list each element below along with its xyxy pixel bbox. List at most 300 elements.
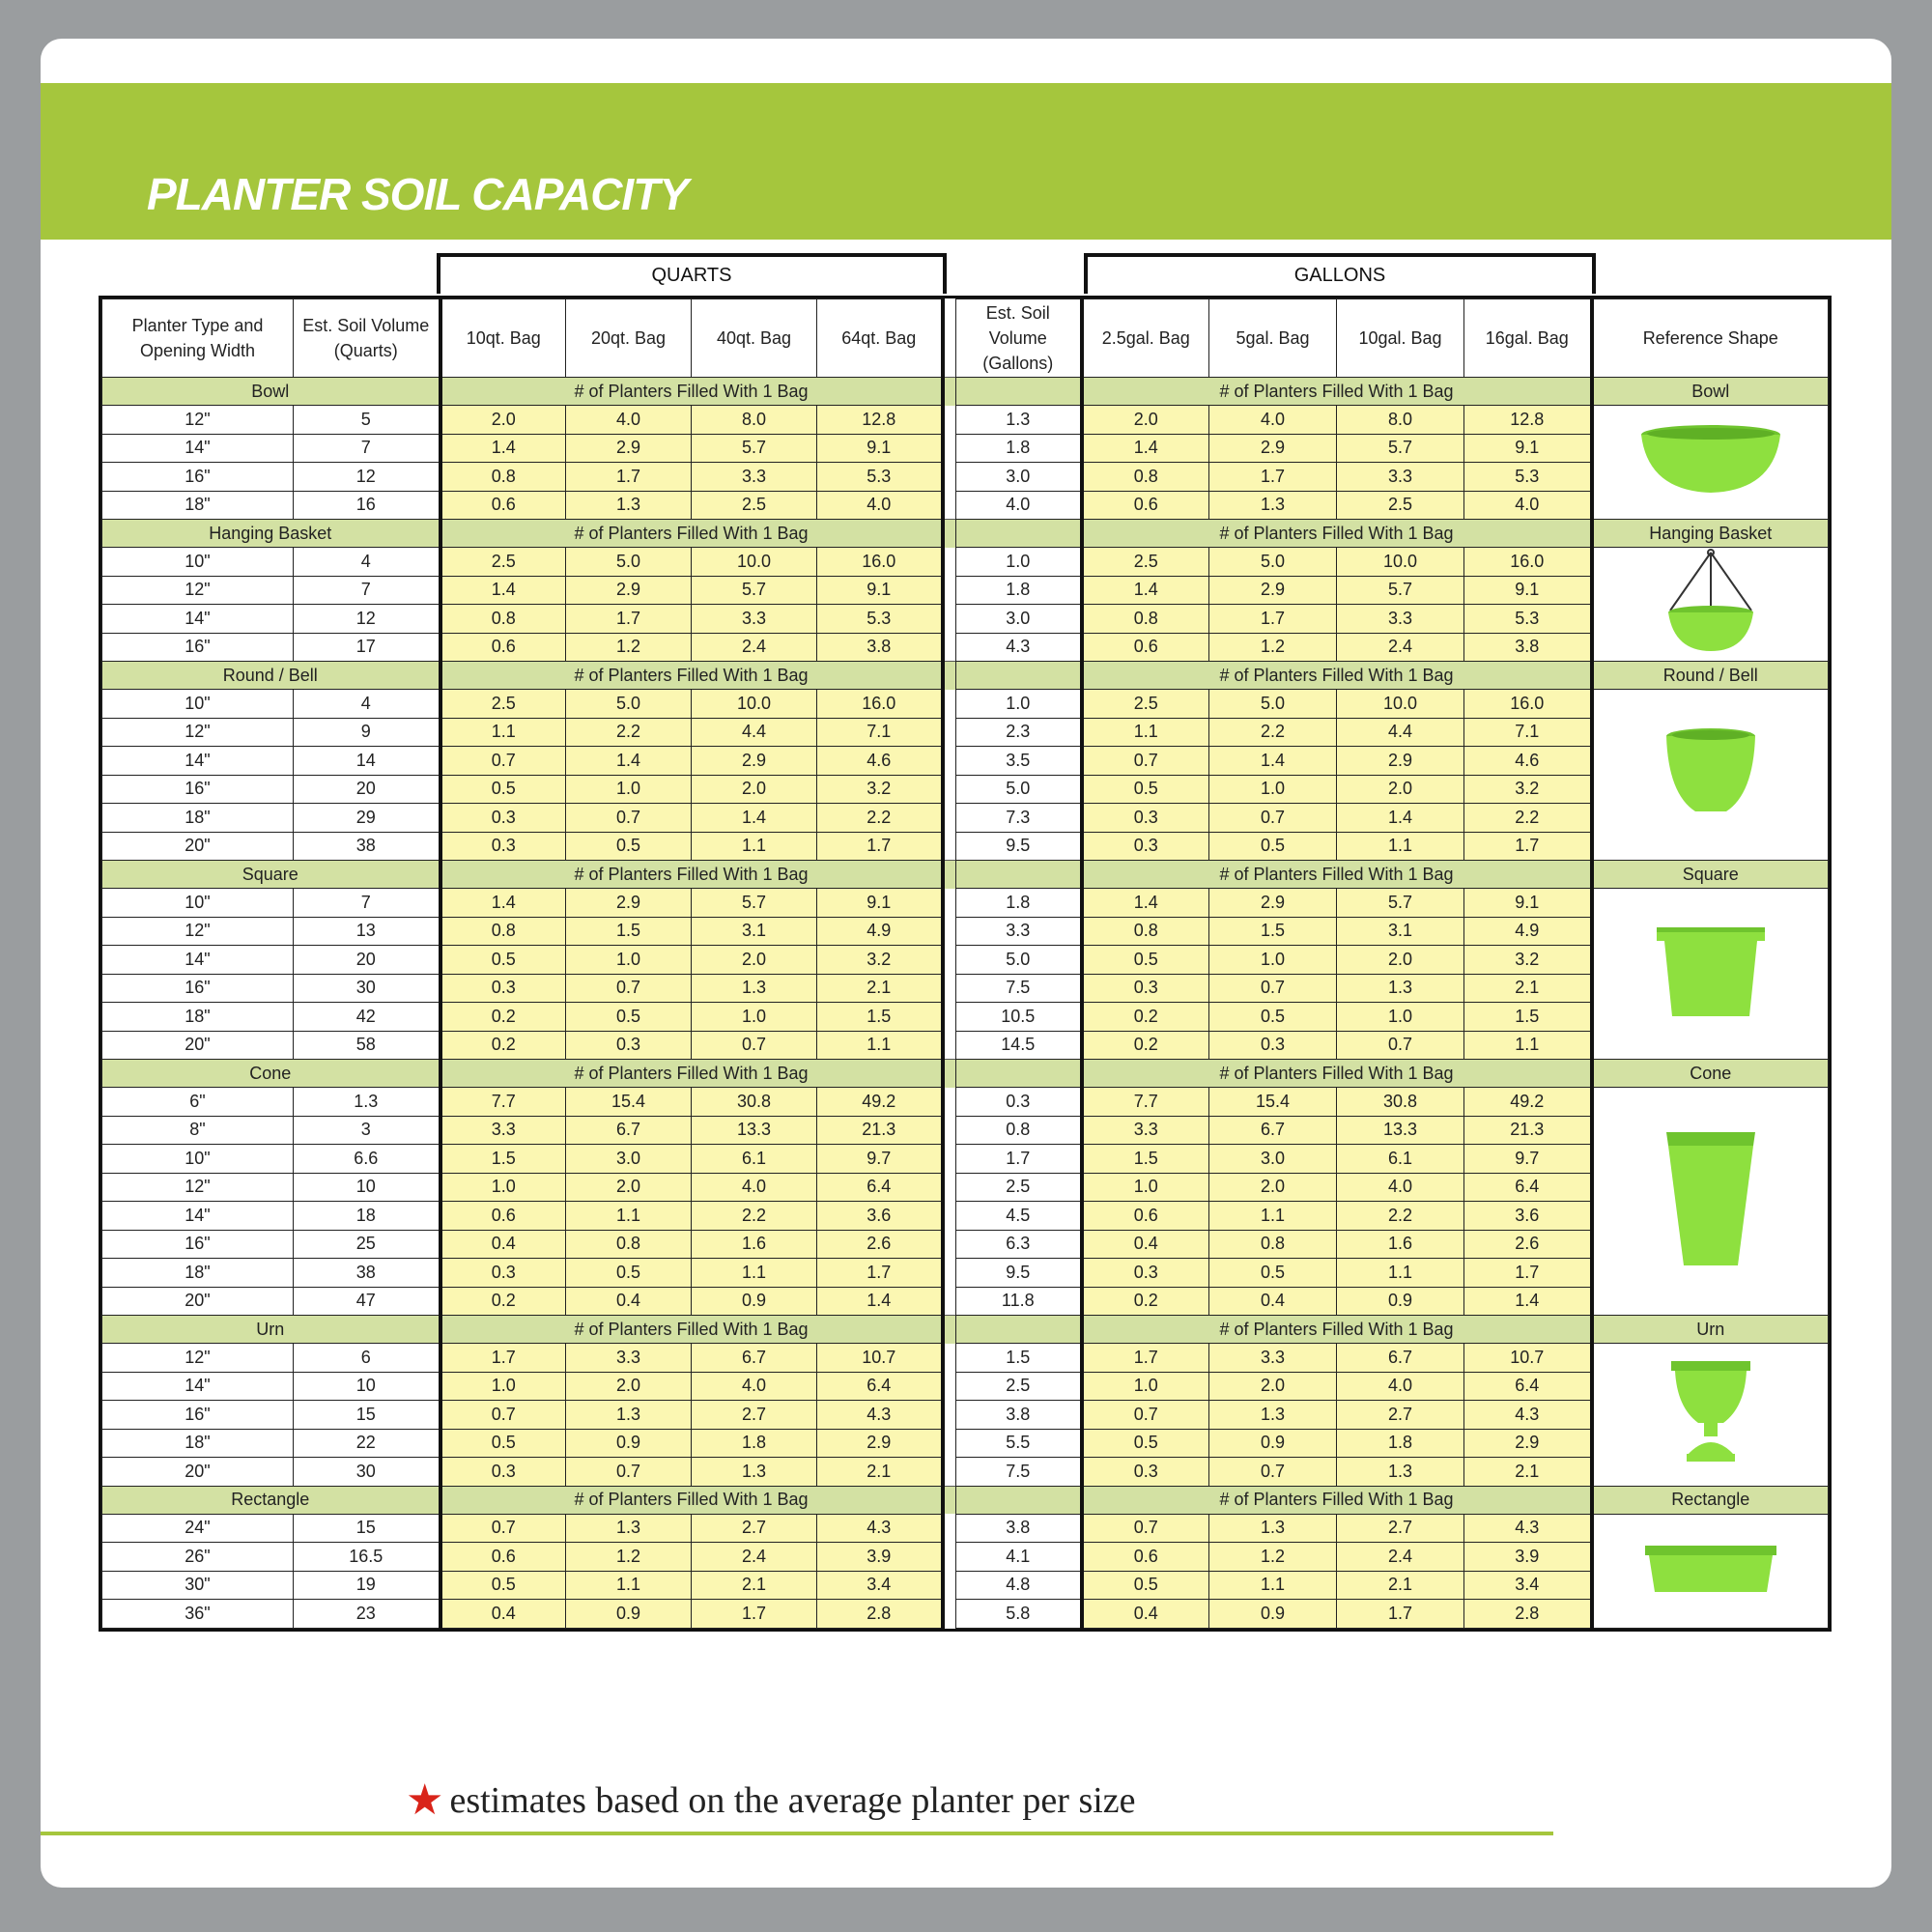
cell-5gal: 1.2: [1209, 1543, 1337, 1572]
cell-64qt: 3.2: [817, 946, 943, 975]
cell-gallon-volume: 6.3: [956, 1230, 1082, 1259]
cell-width: 12": [102, 1173, 294, 1202]
cell-10qt: 0.6: [440, 633, 566, 662]
cell-40qt: 2.4: [692, 1543, 817, 1572]
cell-quart-volume: 47: [294, 1287, 440, 1316]
cell-5gal: 0.5: [1209, 1003, 1337, 1032]
cell-width: 16": [102, 974, 294, 1003]
cell-2-5gal: 0.3: [1082, 804, 1209, 833]
cell-64qt: 9.1: [817, 576, 943, 605]
cell-64qt: 6.4: [817, 1372, 943, 1401]
cell-16gal: 5.3: [1464, 463, 1592, 492]
cell-10qt: 0.5: [440, 775, 566, 804]
cell-5gal: 4.0: [1209, 406, 1337, 435]
cell-2-5gal: 0.3: [1082, 832, 1209, 861]
col-20qt: 20qt. Bag: [566, 299, 692, 378]
cell-10qt: 0.5: [440, 946, 566, 975]
column-gap: [943, 406, 956, 435]
cell-quart-volume: 38: [294, 1259, 440, 1288]
table-row: [102, 633, 1829, 662]
col-quart-volume: Est. Soil Volume (Quarts): [294, 299, 440, 378]
cell-64qt: 21.3: [817, 1116, 943, 1145]
cell-width: 12": [102, 576, 294, 605]
cell-40qt: 0.7: [692, 1031, 817, 1060]
cell-gallon-volume: 1.8: [956, 889, 1082, 918]
cell-64qt: 3.9: [817, 1543, 943, 1572]
cell-20qt: 0.7: [566, 974, 692, 1003]
cell-20qt: 1.3: [566, 491, 692, 520]
cell-5gal: 1.0: [1209, 946, 1337, 975]
column-gap: [943, 718, 956, 747]
shape-label: Bowl: [1592, 378, 1829, 406]
cell-10qt: 1.4: [440, 889, 566, 918]
cell-5gal: 5.0: [1209, 690, 1337, 719]
cell-40qt: 4.0: [692, 1372, 817, 1401]
column-gap: [943, 946, 956, 975]
cell-width: 18": [102, 1259, 294, 1288]
cell-40qt: 10.0: [692, 690, 817, 719]
cell-5gal: 1.3: [1209, 1401, 1337, 1430]
cell-5gal: 2.0: [1209, 1372, 1337, 1401]
cell-16gal: 1.1: [1464, 1031, 1592, 1060]
cell-5gal: 1.3: [1209, 1514, 1337, 1543]
cell-10gal: 2.4: [1337, 1543, 1464, 1572]
cell-64qt: 2.2: [817, 804, 943, 833]
cell-64qt: 7.1: [817, 718, 943, 747]
cell-2-5gal: 3.3: [1082, 1116, 1209, 1145]
cell-gallon-volume: 1.0: [956, 548, 1082, 577]
cell-16gal: 2.1: [1464, 974, 1592, 1003]
cell-40qt: 1.7: [692, 1600, 817, 1629]
section-row-cone: [102, 1060, 1829, 1088]
section-row-urn: [102, 1316, 1829, 1344]
cell-16gal: 2.2: [1464, 804, 1592, 833]
cell-40qt: 2.9: [692, 747, 817, 776]
cell-2-5gal: 0.8: [1082, 605, 1209, 634]
cell-5gal: 15.4: [1209, 1088, 1337, 1117]
cell-64qt: 3.2: [817, 775, 943, 804]
cell-16gal: 1.7: [1464, 1259, 1592, 1288]
column-gap: [943, 1173, 956, 1202]
fill-label: # of Planters Filled With 1 Bag: [1082, 520, 1592, 548]
fill-label: # of Planters Filled With 1 Bag: [1082, 1316, 1592, 1344]
cell-10gal: 0.7: [1337, 1031, 1464, 1060]
cell-2-5gal: 2.5: [1082, 548, 1209, 577]
cell-gallon-volume: 1.8: [956, 576, 1082, 605]
cell-64qt: 9.1: [817, 434, 943, 463]
table-row: [102, 775, 1829, 804]
column-gap: [943, 775, 956, 804]
cell-20qt: 0.7: [566, 804, 692, 833]
star-icon: ★: [406, 1776, 444, 1824]
cell-40qt: 2.0: [692, 946, 817, 975]
cell-10qt: 0.8: [440, 463, 566, 492]
col-10gal: 10gal. Bag: [1337, 299, 1464, 378]
table-row: [102, 1429, 1829, 1458]
cell-10qt: 0.3: [440, 974, 566, 1003]
cell-gallon-volume: 2.5: [956, 1173, 1082, 1202]
cell-2-5gal: 0.8: [1082, 463, 1209, 492]
cell-40qt: 8.0: [692, 406, 817, 435]
cell-16gal: 5.3: [1464, 605, 1592, 634]
cell-16gal: 16.0: [1464, 548, 1592, 577]
cell-40qt: 10.0: [692, 548, 817, 577]
cell-width: 10": [102, 548, 294, 577]
table-row: [102, 889, 1829, 918]
table-row: [102, 974, 1829, 1003]
cell-20qt: 3.3: [566, 1344, 692, 1373]
cell-10gal: 4.0: [1337, 1372, 1464, 1401]
cell-40qt: 2.7: [692, 1514, 817, 1543]
cell-64qt: 9.7: [817, 1145, 943, 1174]
cell-quart-volume: 23: [294, 1600, 440, 1629]
cell-10qt: 0.7: [440, 747, 566, 776]
table-row: [102, 406, 1829, 435]
cell-10gal: 1.4: [1337, 804, 1464, 833]
cell-quart-volume: 25: [294, 1230, 440, 1259]
cell-16gal: 4.3: [1464, 1401, 1592, 1430]
cell-10gal: 1.1: [1337, 832, 1464, 861]
cell-20qt: 2.9: [566, 576, 692, 605]
cell-64qt: 49.2: [817, 1088, 943, 1117]
cell-10gal: 2.7: [1337, 1514, 1464, 1543]
cell-quart-volume: 16: [294, 491, 440, 520]
cell-quart-volume: 9: [294, 718, 440, 747]
cell-2-5gal: 0.5: [1082, 946, 1209, 975]
cell-10gal: 8.0: [1337, 406, 1464, 435]
cell-10gal: 1.3: [1337, 1458, 1464, 1487]
cell-16gal: 2.9: [1464, 1429, 1592, 1458]
cell-20qt: 6.7: [566, 1116, 692, 1145]
cell-16gal: 1.5: [1464, 1003, 1592, 1032]
cell-gallon-volume: 2.3: [956, 718, 1082, 747]
cell-20qt: 15.4: [566, 1088, 692, 1117]
cell-quart-volume: 12: [294, 463, 440, 492]
fill-label: # of Planters Filled With 1 Bag: [440, 662, 943, 690]
cell-16gal: 4.9: [1464, 917, 1592, 946]
cell-gallon-volume: 5.0: [956, 946, 1082, 975]
column-gap: [943, 1259, 956, 1288]
col-planter-type: Planter Type and Opening Width: [102, 299, 294, 378]
cell-quart-volume: 1.3: [294, 1088, 440, 1117]
cell-40qt: 1.3: [692, 974, 817, 1003]
column-gap: [943, 1116, 956, 1145]
cell-gallon-volume: 5.5: [956, 1429, 1082, 1458]
cell-10gal: 2.1: [1337, 1571, 1464, 1600]
cell-10gal: 2.9: [1337, 747, 1464, 776]
cell-5gal: 1.2: [1209, 633, 1337, 662]
cell-64qt: 1.5: [817, 1003, 943, 1032]
cell-gallon-volume: 11.8: [956, 1287, 1082, 1316]
cell-gallon-volume: 1.5: [956, 1344, 1082, 1373]
cell-quart-volume: 20: [294, 946, 440, 975]
cell-quart-volume: 4: [294, 548, 440, 577]
cell-16gal: 3.2: [1464, 946, 1592, 975]
cell-16gal: 1.7: [1464, 832, 1592, 861]
cell-quart-volume: 7: [294, 576, 440, 605]
column-gap: [943, 1429, 956, 1458]
cell-10gal: 10.0: [1337, 690, 1464, 719]
cell-16gal: 4.0: [1464, 491, 1592, 520]
cell-2-5gal: 1.4: [1082, 576, 1209, 605]
cell-40qt: 2.0: [692, 775, 817, 804]
cell-5gal: 3.3: [1209, 1344, 1337, 1373]
cell-2-5gal: 0.5: [1082, 775, 1209, 804]
cell-2-5gal: 0.6: [1082, 1202, 1209, 1231]
cell-2-5gal: 1.4: [1082, 889, 1209, 918]
cell-20qt: 1.2: [566, 1543, 692, 1572]
square-planter-icon: [1592, 889, 1829, 1060]
cell-40qt: 1.6: [692, 1230, 817, 1259]
col-40qt: 40qt. Bag: [692, 299, 817, 378]
round-bell-icon: [1592, 690, 1829, 861]
cell-5gal: 0.8: [1209, 1230, 1337, 1259]
section-name: Round / Bell: [102, 662, 440, 690]
cell-10gal: 1.8: [1337, 1429, 1464, 1458]
cell-64qt: 1.7: [817, 1259, 943, 1288]
fill-label: # of Planters Filled With 1 Bag: [1082, 861, 1592, 889]
table-row: [102, 1372, 1829, 1401]
cell-16gal: 9.1: [1464, 576, 1592, 605]
footnote-text: estimates based on the average planter per size: [449, 1779, 1136, 1821]
cell-quart-volume: 7: [294, 889, 440, 918]
cell-5gal: 1.3: [1209, 491, 1337, 520]
cell-20qt: 0.8: [566, 1230, 692, 1259]
cell-40qt: 1.1: [692, 832, 817, 861]
cell-5gal: 2.9: [1209, 889, 1337, 918]
cell-quart-volume: 38: [294, 832, 440, 861]
cell-width: 12": [102, 406, 294, 435]
cell-gallon-volume: 3.5: [956, 747, 1082, 776]
col-2-5gal: 2.5gal. Bag: [1082, 299, 1209, 378]
cell-10qt: 0.7: [440, 1514, 566, 1543]
table-row: [102, 1088, 1829, 1117]
cell-40qt: 1.4: [692, 804, 817, 833]
cell-64qt: 2.1: [817, 974, 943, 1003]
cell-10qt: 0.3: [440, 832, 566, 861]
column-gap: [943, 1031, 956, 1060]
cell-16gal: 2.6: [1464, 1230, 1592, 1259]
cell-20qt: 0.5: [566, 832, 692, 861]
cell-quart-volume: 6.6: [294, 1145, 440, 1174]
rectangle-planter-icon: [1592, 1514, 1829, 1628]
cell-10gal: 3.3: [1337, 605, 1464, 634]
column-gap: [943, 1287, 956, 1316]
column-gap: [943, 633, 956, 662]
cell-20qt: 5.0: [566, 690, 692, 719]
cell-16gal: 3.4: [1464, 1571, 1592, 1600]
cell-40qt: 6.1: [692, 1145, 817, 1174]
cell-10qt: 0.8: [440, 917, 566, 946]
cell-width: 24": [102, 1514, 294, 1543]
cell-40qt: 2.5: [692, 491, 817, 520]
table-row: [102, 1571, 1829, 1600]
cell-40qt: 30.8: [692, 1088, 817, 1117]
cell-10gal: 1.7: [1337, 1600, 1464, 1629]
cell-gallon-volume: 2.5: [956, 1372, 1082, 1401]
column-gap: [943, 1316, 956, 1344]
cell-gallon-volume: 9.5: [956, 832, 1082, 861]
column-gap: [943, 491, 956, 520]
column-gap: [943, 889, 956, 918]
cell-40qt: 2.7: [692, 1401, 817, 1430]
cell-10qt: 0.4: [440, 1230, 566, 1259]
cell-quart-volume: 10: [294, 1372, 440, 1401]
cell-quart-volume: 18: [294, 1202, 440, 1231]
page-title: PLANTER SOIL CAPACITY: [147, 169, 688, 219]
cell-5gal: 3.0: [1209, 1145, 1337, 1174]
footer-rule: [41, 1832, 1553, 1835]
cell-quart-volume: 20: [294, 775, 440, 804]
cell-10qt: 1.1: [440, 718, 566, 747]
cell-gallon-volume: 9.5: [956, 1259, 1082, 1288]
cell-10qt: 0.2: [440, 1003, 566, 1032]
cell-16gal: 2.8: [1464, 1600, 1592, 1629]
cell-gallon-volume: 0.3: [956, 1088, 1082, 1117]
cell-20qt: 0.4: [566, 1287, 692, 1316]
cell-64qt: 2.9: [817, 1429, 943, 1458]
col-64qt: 64qt. Bag: [817, 299, 943, 378]
cell-16gal: 10.7: [1464, 1344, 1592, 1373]
cell-10gal: 2.7: [1337, 1401, 1464, 1430]
cell-10gal: 4.4: [1337, 718, 1464, 747]
cell-10gal: 6.7: [1337, 1344, 1464, 1373]
fill-label: # of Planters Filled With 1 Bag: [1082, 1486, 1592, 1514]
cell-width: 14": [102, 605, 294, 634]
column-gap: [943, 861, 956, 889]
table-row: [102, 605, 1829, 634]
cell-10qt: 1.7: [440, 1344, 566, 1373]
cell-64qt: 1.7: [817, 832, 943, 861]
table-row: [102, 1031, 1829, 1060]
cell-16gal: 9.1: [1464, 434, 1592, 463]
cell-10gal: 1.0: [1337, 1003, 1464, 1032]
cell-20qt: 1.4: [566, 747, 692, 776]
section-name: Square: [102, 861, 440, 889]
cell-64qt: 4.3: [817, 1401, 943, 1430]
cell-40qt: 3.3: [692, 605, 817, 634]
cell-20qt: 0.3: [566, 1031, 692, 1060]
cell-10qt: 0.6: [440, 491, 566, 520]
cell-20qt: 2.9: [566, 434, 692, 463]
cell-10gal: 1.3: [1337, 974, 1464, 1003]
cell-20qt: 3.0: [566, 1145, 692, 1174]
section-name: Urn: [102, 1316, 440, 1344]
cell-5gal: 0.5: [1209, 832, 1337, 861]
table-row: [102, 463, 1829, 492]
cell-10qt: 0.3: [440, 1259, 566, 1288]
table-row: [102, 917, 1829, 946]
cell-10qt: 0.3: [440, 804, 566, 833]
fill-label: # of Planters Filled With 1 Bag: [440, 378, 943, 406]
capacity-table-frame: [99, 296, 1832, 1632]
cell-2-5gal: 1.1: [1082, 718, 1209, 747]
cell-20qt: 0.9: [566, 1429, 692, 1458]
column-gap: [943, 1486, 956, 1514]
table-row: [102, 1202, 1829, 1231]
cell-gallon-volume: 7.3: [956, 804, 1082, 833]
section-blank: [956, 1316, 1082, 1344]
column-gap: [943, 1372, 956, 1401]
column-gap: [943, 662, 956, 690]
shape-label: Cone: [1592, 1060, 1829, 1088]
cell-20qt: 1.5: [566, 917, 692, 946]
column-gap: [943, 299, 956, 378]
cell-5gal: 0.7: [1209, 804, 1337, 833]
fill-label: # of Planters Filled With 1 Bag: [1082, 378, 1592, 406]
table-body: [102, 378, 1829, 1629]
cell-width: 8": [102, 1116, 294, 1145]
cell-5gal: 0.9: [1209, 1429, 1337, 1458]
cell-5gal: 6.7: [1209, 1116, 1337, 1145]
cell-width: 16": [102, 633, 294, 662]
cell-40qt: 2.1: [692, 1571, 817, 1600]
cell-64qt: 4.0: [817, 491, 943, 520]
cell-10gal: 30.8: [1337, 1088, 1464, 1117]
cell-10qt: 0.7: [440, 1401, 566, 1430]
cone-planter-icon: [1592, 1088, 1829, 1316]
cell-40qt: 0.9: [692, 1287, 817, 1316]
cell-10qt: 3.3: [440, 1116, 566, 1145]
cell-2-5gal: 0.7: [1082, 1514, 1209, 1543]
cell-width: 26": [102, 1543, 294, 1572]
cell-quart-volume: 4: [294, 690, 440, 719]
cell-quart-volume: 14: [294, 747, 440, 776]
cell-10qt: 1.4: [440, 576, 566, 605]
cell-64qt: 1.4: [817, 1287, 943, 1316]
cell-40qt: 3.1: [692, 917, 817, 946]
cell-64qt: 3.8: [817, 633, 943, 662]
cell-5gal: 0.7: [1209, 974, 1337, 1003]
footnote: [406, 1776, 1136, 1825]
column-gap: [943, 378, 956, 406]
cell-64qt: 6.4: [817, 1173, 943, 1202]
cell-20qt: 5.0: [566, 548, 692, 577]
table-row: [102, 832, 1829, 861]
cell-10gal: 2.2: [1337, 1202, 1464, 1231]
cell-5gal: 1.7: [1209, 463, 1337, 492]
cell-2-5gal: 0.3: [1082, 1458, 1209, 1487]
cell-16gal: 3.8: [1464, 633, 1592, 662]
shape-label: Square: [1592, 861, 1829, 889]
col-16gal: 16gal. Bag: [1464, 299, 1592, 378]
cell-10gal: 2.4: [1337, 633, 1464, 662]
column-gap: [943, 974, 956, 1003]
column-gap: [943, 1458, 956, 1487]
cell-16gal: 49.2: [1464, 1088, 1592, 1117]
table-row: [102, 747, 1829, 776]
cell-gallon-volume: 5.8: [956, 1600, 1082, 1629]
cell-64qt: 4.6: [817, 747, 943, 776]
section-name: Rectangle: [102, 1486, 440, 1514]
cell-10qt: 2.5: [440, 690, 566, 719]
cell-64qt: 2.1: [817, 1458, 943, 1487]
cell-5gal: 0.7: [1209, 1458, 1337, 1487]
column-gap: [943, 1202, 956, 1231]
cell-2-5gal: 0.2: [1082, 1031, 1209, 1060]
cell-10qt: 0.5: [440, 1571, 566, 1600]
cell-5gal: 1.1: [1209, 1202, 1337, 1231]
column-gap: [943, 832, 956, 861]
cell-gallon-volume: 4.8: [956, 1571, 1082, 1600]
cell-gallon-volume: 3.0: [956, 605, 1082, 634]
column-gap: [943, 690, 956, 719]
cell-5gal: 5.0: [1209, 548, 1337, 577]
cell-40qt: 3.3: [692, 463, 817, 492]
cell-10gal: 13.3: [1337, 1116, 1464, 1145]
cell-width: 16": [102, 463, 294, 492]
column-gap: [943, 605, 956, 634]
